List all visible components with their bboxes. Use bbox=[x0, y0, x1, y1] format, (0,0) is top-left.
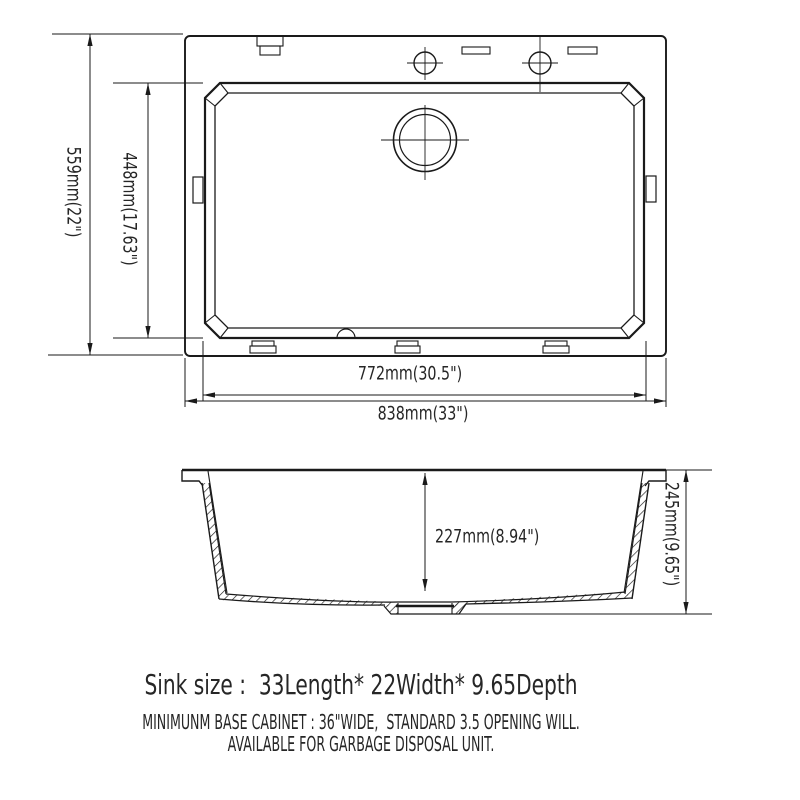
dim-label-bowl-inner-depth: 227mm(8.94") bbox=[435, 525, 540, 548]
dim-label-overall-width: 838mm(33") bbox=[377, 402, 469, 425]
dim-label-bowl-front-back: 448mm(17.63") bbox=[118, 152, 141, 266]
dim-label-bowl-width: 772mm(30.5") bbox=[357, 362, 463, 385]
top-view-dimensions bbox=[48, 34, 666, 407]
dim-label-overall-depth: 559mm(22") bbox=[62, 146, 85, 238]
dim-label-overall-height: 245mm(9.65") bbox=[660, 481, 683, 587]
flange-edge-left bbox=[182, 470, 203, 486]
bottom-rim-notch bbox=[337, 329, 355, 338]
side-clip-right bbox=[646, 176, 656, 202]
bowl-rim-outer bbox=[205, 83, 644, 338]
bowl-rim-inner bbox=[215, 93, 634, 328]
cabinet-note: MINIMUNM BASE CABINET : 36"WIDE, STANDARD 3.5 OPENING WILL. bbox=[142, 710, 580, 734]
bowl-corner-bevels bbox=[205, 83, 644, 338]
disposal-note: AVAILABLE FOR GARBAGE DISPOSAL UNIT. bbox=[227, 732, 495, 756]
wall-left-hatch bbox=[202, 483, 226, 599]
wall-right-hatch bbox=[625, 483, 649, 599]
faucet-hole-left bbox=[407, 47, 443, 80]
mounting-clip-top bbox=[257, 36, 283, 55]
clip-slot-right bbox=[568, 47, 597, 54]
top-view bbox=[185, 36, 666, 356]
drain-stub bbox=[384, 603, 466, 614]
side-clip-left bbox=[193, 177, 203, 203]
bottom-clips bbox=[250, 341, 569, 353]
clip-slot-left bbox=[462, 47, 490, 54]
drain-opening bbox=[381, 105, 469, 180]
size-summary: Sink size : 33Length* 22Width* 9.65Depth bbox=[144, 668, 578, 701]
